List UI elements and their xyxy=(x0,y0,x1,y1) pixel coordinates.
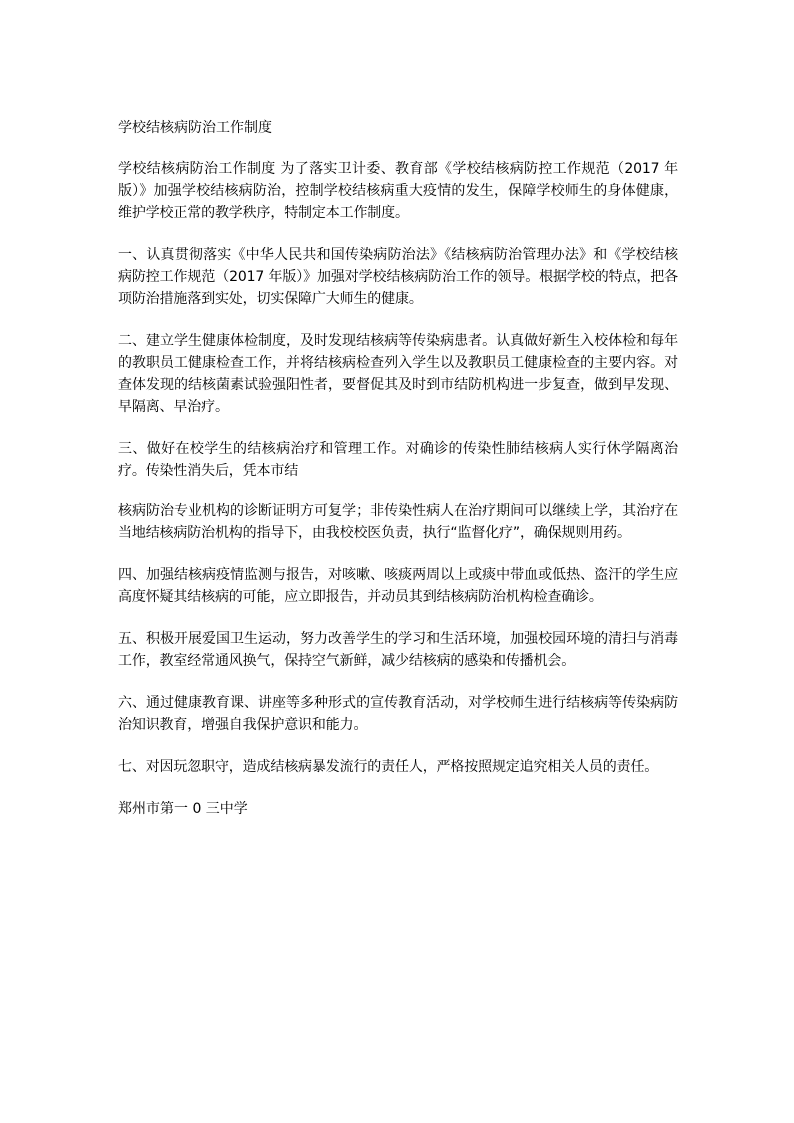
document-body xyxy=(118,117,678,820)
paragraph-item-3: 三、做好在校学生的结核病治疗和管理工作。对确诊的传染性肺结核病人实行休学隔离治疗。传染性消失后，凭本市结 xyxy=(118,441,678,479)
document-signature: 郑州市第一 0 三中学 xyxy=(118,801,248,817)
paragraph-item-2: 二、建立学生健康体检制度，及时发现结核病等传染病患者。认真做好新生入校体检和每年的教职员工健康检查工作，并将结核病检查列入学生以及教职员工健康检查的主要内容。对查体发现的结核菌素试验强阳性者，要督促其及时到市结防机构进一步复查，做到早发现、早隔离、早治疗。 xyxy=(118,333,678,415)
paragraph-item-3-continued: 核病防治专业机构的诊断证明方可复学；非传染性病人在治疗期间可以继续上学，其治疗在当地结核病防治机构的指导下，由我校校医负责，执行“监督化疗”，确保规则用药。 xyxy=(118,503,678,541)
paragraph-item-4: 四、加强结核病疫情监测与报告，对咳嗽、咳痰两周以上或痰中带血或低热、盗汗的学生应高度怀疑其结核病的可能，应立即报告，并动员其到结核病防治机构检查确诊。 xyxy=(118,567,678,605)
document-title: 学校结核病防治工作制度 xyxy=(118,120,272,136)
paragraph-item-6: 六、通过健康教育课、讲座等多种形式的宣传教育活动，对学校师生进行结核病等传染病防治知识教育，增强自我保护意识和能力。 xyxy=(118,695,678,733)
paragraph-intro: 学校结核病防治工作制度 为了落实卫计委、教育部《学校结核病防控工作规范（2017 年版）》加强学校结核病防治，控制学校结核病重大疫情的发生，保障学校师生的身体健康，维护学校正常的教学秩序，特制定本工作制度。 xyxy=(118,161,678,221)
paragraph-item-7: 七、对因玩忽职守，造成结核病暴发流行的责任人，严格按照规定追究相关人员的责任。 xyxy=(118,759,659,775)
paragraph-item-1: 一、认真贯彻落实《中华人民共和国传染病防治法》《结核病防治管理办法》和《学校结核病防控工作规范（2017 年版）》加强对学校结核病防治工作的领导。根据学校的特点，把各项防治措施落到实处，切实保障广大师生的健康。 xyxy=(118,247,678,307)
paragraph-item-5: 五、积极开展爱国卫生运动，努力改善学生的学习和生活环境，加强校园环境的清扫与消毒工作，教室经常通风换气，保持空气新鲜，减少结核病的感染和传播机会。 xyxy=(118,631,678,669)
